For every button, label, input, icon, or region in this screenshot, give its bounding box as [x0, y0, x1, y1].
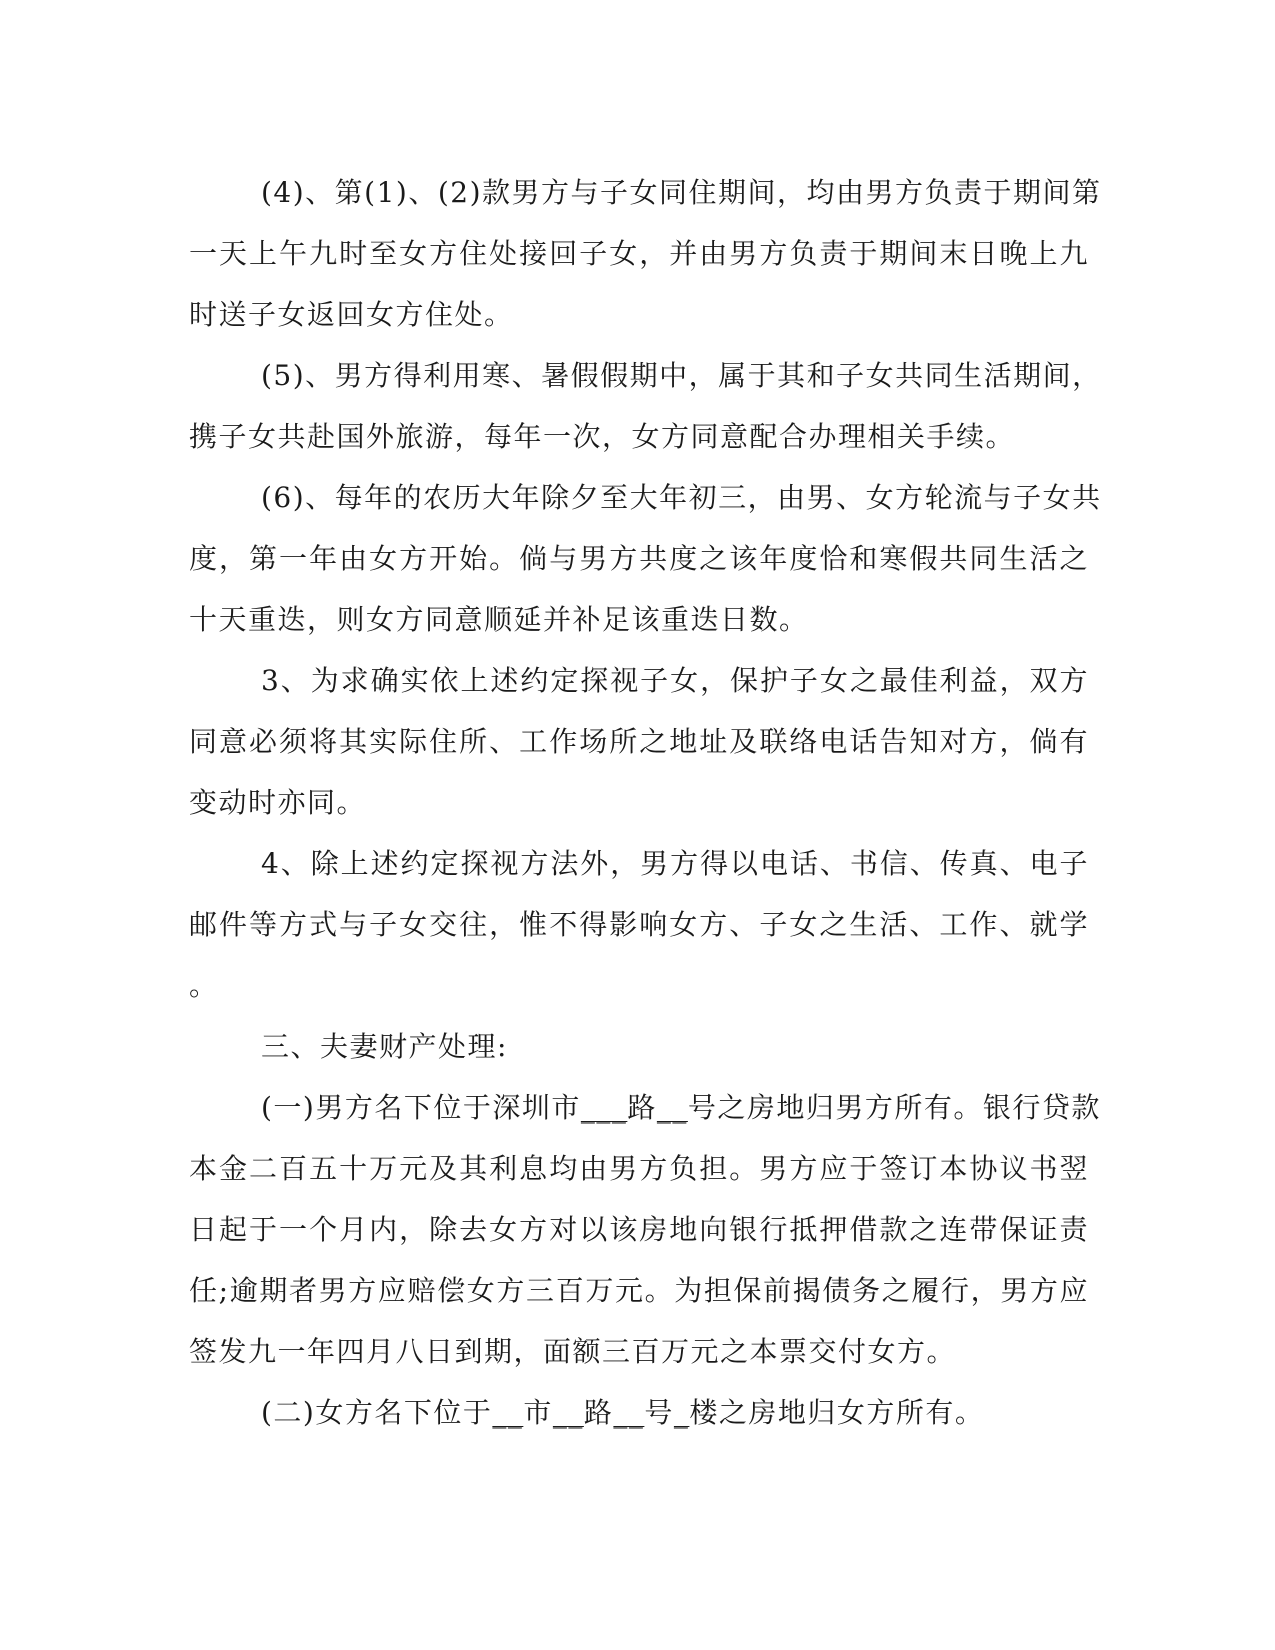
- clause-2-text-a: (二)女方名下位于: [261, 1396, 493, 1429]
- paragraph-5-line-2: 携子女共赴国外旅游，每年一次，女方同意配合办理相关手续。: [189, 420, 1016, 453]
- clause-1-line-3: 日起于一个月内，除去女方对以该房地向银行抵押借款之连带保证责: [189, 1213, 1089, 1246]
- section-3-line-3: 变动时亦同。: [189, 786, 367, 819]
- section-heading-property: 三、夫妻财产处理:: [261, 1030, 508, 1063]
- blank-field: ___: [580, 1091, 628, 1124]
- section-4-line-2: 邮件等方式与子女交往，惟不得影响女方、子女之生活、工作、就学: [189, 908, 1089, 941]
- blank-field: __: [492, 1396, 524, 1429]
- paragraph-4-line-3: 时送子女返回女方住处。: [189, 298, 514, 331]
- paragraph-5-line-1: (5)、男方得利用寒、暑假假期中，属于其和子女共同生活期间，: [261, 359, 1102, 392]
- clause-2-text-b: 市: [523, 1396, 553, 1429]
- section-3-line-2: 同意必须将其实际住所、工作场所之地址及联络电话告知对方，倘有: [189, 725, 1089, 758]
- clause-1-text-b: 路: [627, 1091, 657, 1124]
- section-4-line-1: 4、除上述约定探视方法外，男方得以电话、书信、传真、电子: [261, 847, 1089, 880]
- clause-2-text-c: 路: [583, 1396, 614, 1429]
- paragraph-4-line-1: (4)、第(1)、(2)款男方与子女同住期间，均由男方负责于期间第: [261, 176, 1102, 209]
- paragraph-6-line-3: 十天重迭，则女方同意顺延并补足该重迭日数。: [189, 603, 809, 636]
- clause-1-line-1: [189, 1077, 1101, 1138]
- paragraph-6-line-2: 度，第一年由女方开始。倘与男方共度之该年度恰和寒假共同生活之: [189, 542, 1089, 575]
- section-4-line-3: 。: [189, 969, 219, 1002]
- clause-1-text-a: (一)男方名下位于深圳市: [261, 1091, 581, 1124]
- clause-2-text-e: 楼之房地归女方所有。: [689, 1396, 985, 1429]
- paragraph-4-line-2: 一天上午九时至女方住处接回子女，并由男方负责于期间末日晚上九: [189, 237, 1089, 270]
- paragraph-6-line-1: (6)、每年的农历大年除夕至大年初三，由男、女方轮流与子女共: [261, 481, 1102, 514]
- clause-1-line-2: 本金二百五十万元及其利息均由男方负担。男方应于签订本协议书翌: [189, 1152, 1089, 1185]
- clause-2-line-1: [189, 1382, 1089, 1443]
- blank-field: __: [656, 1091, 688, 1124]
- document-body: [189, 162, 1102, 1443]
- blank-field: __: [552, 1396, 584, 1429]
- blank-field: __: [613, 1396, 645, 1429]
- clause-1-text-c: 号之房地归男方所有。银行贷款: [687, 1091, 1101, 1124]
- clause-2-text-d: 号: [644, 1396, 674, 1429]
- clause-1-line-4: 任;逾期者男方应赔偿女方三百万元。为担保前揭债务之履行，男方应: [189, 1274, 1089, 1307]
- section-3-line-1: 3、为求确实依上述约定探视子女，保护子女之最佳利益，双方: [261, 664, 1089, 697]
- clause-1-line-5: 签发九一年四月八日到期，面额三百万元之本票交付女方。: [189, 1335, 957, 1368]
- blank-field: _: [673, 1396, 690, 1429]
